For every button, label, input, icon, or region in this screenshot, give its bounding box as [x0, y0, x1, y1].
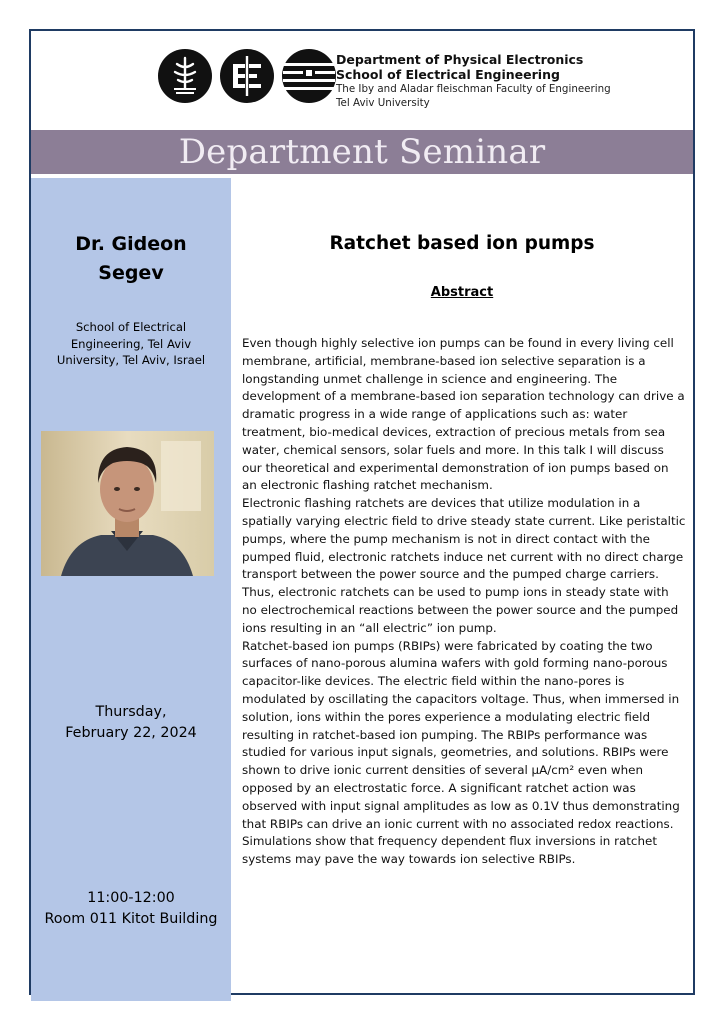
abstract-heading: Abstract	[430, 285, 494, 300]
seminar-full-date: February 22, 2024	[65, 725, 197, 741]
abstract-body	[242, 335, 687, 869]
speaker-photo	[41, 431, 214, 576]
seminar-day: Thursday,	[95, 704, 167, 720]
university-name: Tel Aviv University	[336, 97, 430, 109]
faculty-name: The Iby and Aladar fleischman Faculty of Engineering	[336, 83, 611, 95]
abstract-paragraph: Ratchet-based ion pumps (RBIPs) were fabricated by coating the two surfaces of nano-porous alumina wafers with gold forming nano-porous capacitor-like devices. The electric field within the nano-pores is modulated by oscillating the capacitors voltage. Thus, when immersed in solution, ions within the pores experience a modulating electric field resulting in ratchet-based ion pumping. The RBIPs performance was studied for various input signals, geometries, and solutions. RBIPs were shown to drive ionic current densities of several μA/cm² even when opposed by an electrostatic force. A significant ratchet action was observed with input signal amplitudes as low as 0.1V thus demonstrating that RBIPs can drive an ionic current with no associated redox reactions. Simulations show that frequency dependent flux inversions in ratchet systems may pave the way towards ion selective RBIPs.	[242, 638, 680, 867]
seminar-banner	[31, 130, 693, 174]
department-name: Department of Physical Electronics	[336, 52, 584, 67]
speaker-sidebar	[31, 178, 231, 1001]
engineering-logo-icon	[219, 48, 275, 104]
abstract-paragraph: Electronic flashing ratchets are devices that utilize modulation in a spatially varying electric field to drive steady state current. Like peristaltic pumps, where the pump mechanism is not in direct contact with the pumped fluid, electronic ratchets induce net current with no direct charge transport between the power source and the pumped charge carriers. Thus, electronic ratchets can be used to pump ions in steady state with no electrochemical reactions between the power source and the pumped ions resulting in an “all electric” ion pump.	[242, 496, 686, 635]
speaker-name	[31, 230, 231, 288]
seminar-time-location	[31, 888, 231, 930]
speaker-affiliation	[31, 319, 231, 369]
seminar-room: Room 011 Kitot Building	[44, 911, 218, 927]
seminar-date	[31, 702, 231, 744]
affiliation-line3: University, Tel Aviv, Israel	[56, 353, 206, 367]
abstract-paragraph: Even though highly selective ion pumps can be found in every living cell membrane, artificial, membrane-based ion selective separation is a longstanding unmet challenge in science and engineering. The development of a membrane-based ion separation technology can drive a dramatic progress in a wide range of applications such as: water treatment, bio-medical devices, extraction of precious metals from sea water, chemical sensors, solar fuels and more. In this talk I will discuss our theoretical and experimental demonstration of ion pumps based on an electronic flashing ratchet mechanism.	[242, 336, 685, 493]
logo-group	[157, 47, 337, 105]
speaker-name-line2: Segev	[98, 262, 164, 284]
physical-electronics-logo-icon	[281, 48, 337, 104]
affiliation-line1: School of Electrical	[75, 320, 187, 334]
affiliation-line2: Engineering, Tel Aviv	[70, 336, 192, 351]
talk-title: Ratchet based ion pumps	[329, 233, 595, 254]
seminar-time: 11:00-12:00	[87, 890, 175, 906]
school-name: School of Electrical Engineering	[336, 67, 560, 82]
speaker-name-line1: Dr. Gideon	[75, 233, 187, 255]
department-header	[336, 52, 666, 110]
banner-title: Department Seminar	[178, 132, 546, 172]
tau-emblem-icon	[157, 48, 213, 104]
